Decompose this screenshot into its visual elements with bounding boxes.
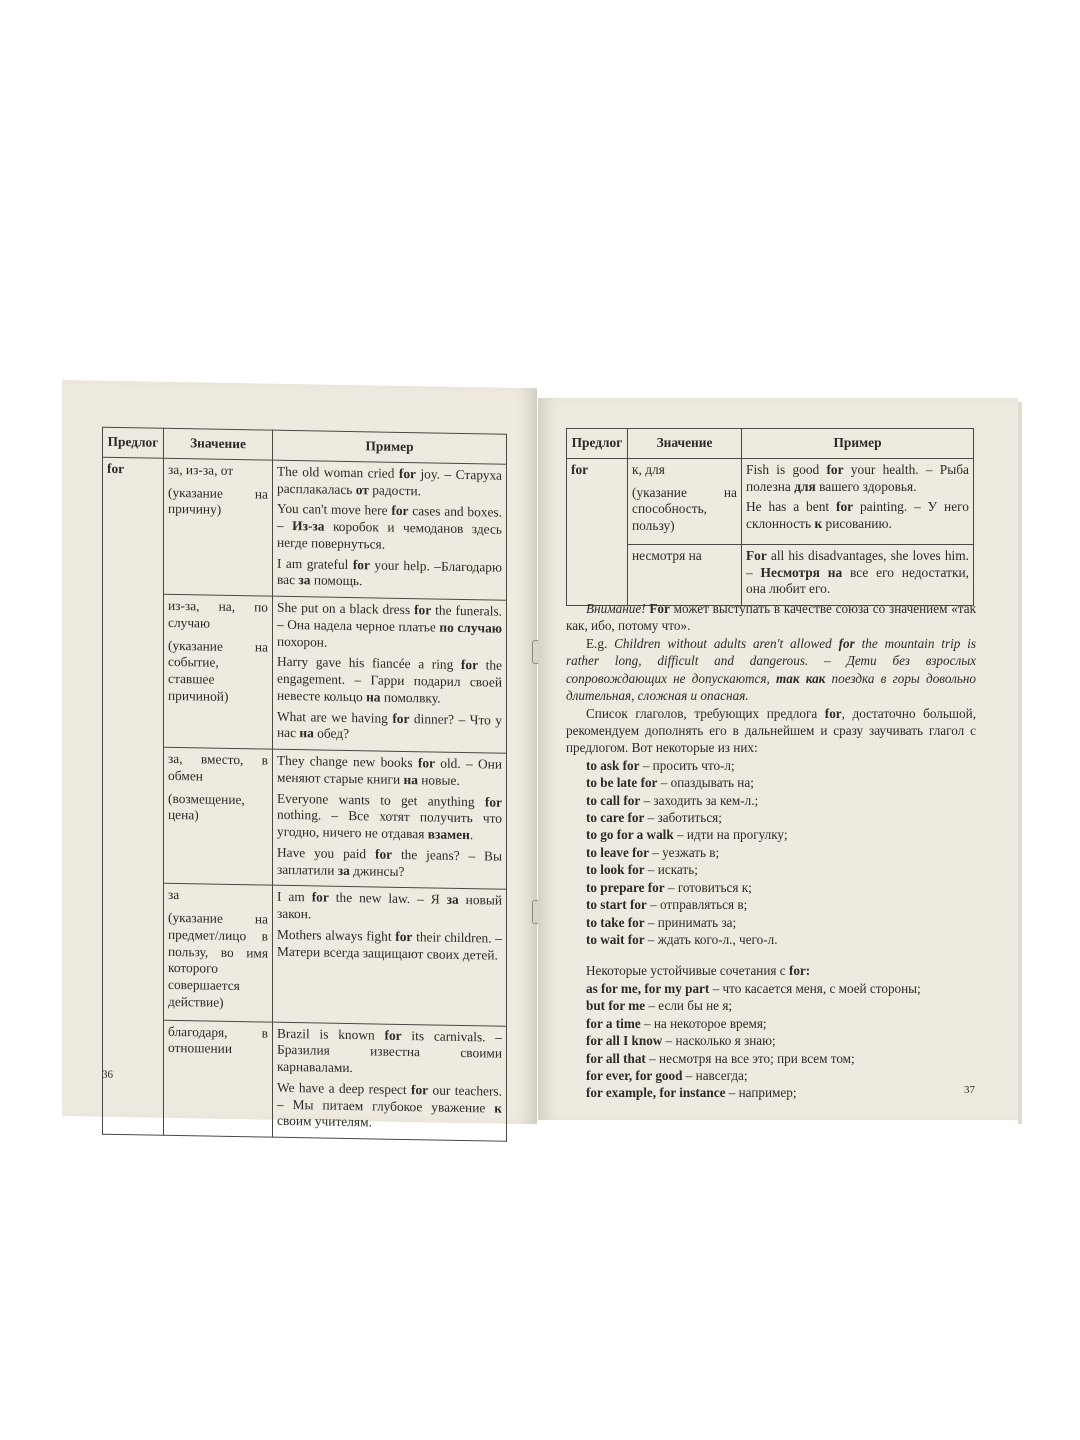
table-row xyxy=(103,457,507,600)
verb-item-ru: – заботиться; xyxy=(644,810,722,826)
text-run: вашего здоровья. xyxy=(815,478,917,494)
table-row xyxy=(103,593,507,753)
verb-item-en: to ask for xyxy=(586,757,640,773)
text-run: cases and boxes. – xyxy=(277,503,502,534)
verb-item-en: to wait for xyxy=(586,932,645,948)
text-run: взамен xyxy=(427,826,470,843)
page-number-right: 37 xyxy=(964,1084,975,1096)
example-cell xyxy=(273,460,507,600)
preposition-cell xyxy=(567,458,628,605)
right-page xyxy=(538,398,1018,1120)
verb-item-en: to look for xyxy=(586,862,645,878)
text-run: Список глаголов, требующих предлога xyxy=(586,705,825,721)
example-text xyxy=(277,1080,502,1134)
meaning-cell xyxy=(164,594,273,749)
text-run: обед? xyxy=(313,725,350,742)
text-run: Из-за xyxy=(292,518,325,534)
phrase-item-ru: – насколько я знаю; xyxy=(662,1033,776,1049)
text-run: на xyxy=(299,725,314,741)
example-text xyxy=(277,753,502,790)
meaning-cell xyxy=(164,1020,273,1137)
meaning-text: (указание на причину) xyxy=(168,484,268,518)
text-run: For xyxy=(746,547,767,563)
text-run: You can't move here xyxy=(277,501,392,518)
text-run: , достаточно большой, рекомендуем дополнять его в дальнейшем и сразу заучивать глагол с предлогом. Вот некоторые из них: xyxy=(566,705,976,756)
text-run: The old woman cried xyxy=(277,463,399,481)
text-run: Mothers always fight xyxy=(277,926,396,944)
verb-item-ru: – уезжать в; xyxy=(648,844,720,860)
text-run: painting. – У него склонность xyxy=(746,499,970,531)
phrase-item-en: as for me, for my part xyxy=(586,980,710,996)
text-run: за xyxy=(337,862,350,878)
meaning-text: за, из-за, от xyxy=(168,461,234,478)
verb-item xyxy=(586,809,976,826)
verb-item xyxy=(586,931,976,948)
phrase-item-ru: – навсегда; xyxy=(682,1067,748,1083)
verb-item xyxy=(586,757,976,774)
text-run: Внимание! xyxy=(586,601,650,616)
meaning-cell xyxy=(164,458,273,596)
example-text xyxy=(277,845,502,882)
text-run: for: xyxy=(788,963,811,979)
text-run: радости. xyxy=(368,481,422,498)
verb-item-en: to prepare for xyxy=(586,879,665,895)
header-meaning: Значение xyxy=(164,428,273,460)
meaning-text: (указание на предмет/лицо в пользу, во имя которого совершается действие) xyxy=(168,909,268,1010)
text-run: your help. –Благодарю вас xyxy=(277,556,503,588)
meaning-text: за, вместо, в обмен xyxy=(168,750,268,784)
text-run: for xyxy=(395,928,413,944)
example-text xyxy=(277,927,502,964)
text-run: своим учителям. xyxy=(277,1113,372,1130)
meaning-cell xyxy=(164,747,273,885)
verb-item-en: to be late for xyxy=(586,775,658,791)
text-run: I am grateful xyxy=(277,555,353,572)
verb-item xyxy=(586,914,976,931)
verb-item-en: to call for xyxy=(586,792,641,808)
phrase-item xyxy=(586,980,976,997)
page-number-left: 36 xyxy=(102,1068,113,1081)
text-run: for xyxy=(391,502,409,519)
phrases-intro-paragraph xyxy=(566,962,976,979)
phrase-item xyxy=(586,1050,976,1067)
table-header-row xyxy=(567,429,974,459)
text-run: He has a bent xyxy=(746,499,836,515)
phrase-item-ru: – например; xyxy=(725,1085,797,1101)
text-run: Fish is good xyxy=(746,461,827,477)
phrase-item-en: but for me xyxy=(586,998,646,1014)
left-table-body xyxy=(103,457,507,1141)
meaning-text: (указание на способность, пользу) xyxy=(632,484,737,533)
text-run: the funerals. – Она надела черное платье xyxy=(277,602,503,635)
text-run: может выступать в качестве союза со значением «так как, ибо, потому что». xyxy=(566,601,976,634)
meaning-text: благодаря, в отношении xyxy=(168,1023,268,1057)
list-intro-paragraph xyxy=(566,705,976,757)
verb-item-ru: – ждать кого-л., чего-л. xyxy=(644,932,778,948)
text-run: Некоторые устойчивые сочетания с xyxy=(586,963,789,979)
text-run: for xyxy=(392,710,410,726)
phrase-item-en: for a time xyxy=(586,1015,641,1031)
text-run: помолвку. xyxy=(380,689,441,706)
text-run: the jeans? – Вы заплатили xyxy=(277,846,502,878)
verb-item xyxy=(586,792,976,809)
text-run: новый закон. xyxy=(277,892,502,922)
example-text xyxy=(277,889,502,926)
text-run: Harry gave his fiancée a ring xyxy=(277,654,461,673)
text-run: your health. – Рыба полезна xyxy=(746,461,969,494)
phrase-list xyxy=(566,980,976,1102)
text-run: for xyxy=(311,889,329,905)
phrase-item-en: for example, for instance xyxy=(586,1085,726,1101)
text-run: for xyxy=(484,793,502,810)
left-page xyxy=(62,380,537,1130)
verb-item-en: to leave for xyxy=(586,844,649,860)
header-example: Пример xyxy=(273,430,507,464)
text-run: за xyxy=(446,891,459,908)
text-run: похорон. xyxy=(277,633,328,650)
example-cell xyxy=(742,544,974,605)
verb-item-ru: – принимать за; xyxy=(644,914,737,930)
verb-item-ru: – заходить за кем-л.; xyxy=(640,792,759,808)
right-preposition-table xyxy=(566,428,974,606)
meaning-text: из-за, на, по случаю xyxy=(168,597,268,631)
text-run: джинсы? xyxy=(349,862,405,879)
example-text xyxy=(746,499,969,533)
verb-item-ru: – отправляться в; xyxy=(646,897,748,913)
right-body-text xyxy=(566,600,976,1102)
text-run: What are we having xyxy=(277,708,393,726)
text-run: for xyxy=(384,1027,402,1043)
example-cell xyxy=(742,458,974,544)
text-run: E.g. xyxy=(586,635,615,651)
right-table-body xyxy=(567,458,974,605)
header-preposition: Предлог xyxy=(567,429,628,459)
text-run: I am xyxy=(277,889,312,905)
table-row xyxy=(567,458,974,544)
preposition-label: for xyxy=(107,460,125,476)
verb-item xyxy=(586,896,976,913)
example-cell xyxy=(273,749,507,889)
text-run: for xyxy=(411,1081,429,1098)
phrase-item-ru: – что касается меня, с моей стороны; xyxy=(709,980,921,996)
text-run: рисованию. xyxy=(822,516,892,531)
text-run: . xyxy=(469,827,474,843)
left-preposition-table xyxy=(102,427,507,1142)
meaning-text: несмотря на xyxy=(632,547,702,563)
verb-item-ru: – опаздывать на; xyxy=(657,775,754,791)
verb-item-ru: – готовиться к; xyxy=(664,879,752,895)
phrase-item xyxy=(586,1015,976,1032)
text-run: Children without adults aren't allowed xyxy=(614,635,839,651)
text-run: our teachers. – Мы питаем глубокое уважение xyxy=(277,1082,502,1116)
text-run: the new law. – Я xyxy=(328,889,447,907)
text-run: the mountain trip is rather long, difficult and dangerous. – Дети без взрослых сопровождающих не допускаются, xyxy=(566,635,977,686)
verb-item xyxy=(586,879,976,896)
verb-item-en: to take for xyxy=(586,914,645,930)
phrase-item-ru: – если бы не я; xyxy=(645,998,733,1014)
text-run: all his disadvantages, she loves him. – xyxy=(746,547,969,580)
phrase-item xyxy=(586,1067,976,1084)
verb-item xyxy=(586,861,976,878)
table-row xyxy=(103,882,507,1025)
text-run: Brazil is known xyxy=(277,1025,385,1043)
example-text xyxy=(277,1025,502,1079)
text-run: за xyxy=(298,572,311,588)
phrase-item xyxy=(586,997,976,1014)
text-run: For xyxy=(649,601,670,616)
example-text xyxy=(277,464,502,501)
example-paragraph xyxy=(566,635,976,705)
verb-item-en: to go for a walk xyxy=(586,827,674,843)
meaning-text: (указание на событие, ставшее причиной) xyxy=(168,637,268,704)
text-run: for xyxy=(352,556,370,572)
text-run: for xyxy=(836,499,854,515)
example-cell xyxy=(273,1022,507,1142)
text-run: for xyxy=(460,657,479,673)
meaning-text: за xyxy=(168,887,180,903)
phrase-item xyxy=(586,1032,976,1049)
text-run: поездка в горы довольно длительная, сложная и опасная. xyxy=(566,670,976,704)
text-run: She put on a black dress xyxy=(277,599,415,618)
text-run: They change new books xyxy=(277,752,418,771)
preposition-label: for xyxy=(571,461,589,477)
text-run: joy. – Старуха расплакалась xyxy=(277,465,502,497)
verb-item xyxy=(586,844,976,861)
meaning-cell xyxy=(628,544,742,605)
text-run: for xyxy=(374,846,393,862)
verb-item xyxy=(586,774,976,791)
text-run: на xyxy=(403,771,418,787)
text-run: Everyone wants to get anything xyxy=(277,790,485,809)
header-meaning: Значение xyxy=(628,429,742,459)
text-run: для xyxy=(794,478,816,494)
example-text xyxy=(277,708,502,745)
meaning-text: (возмещение, цена) xyxy=(168,790,245,823)
example-text xyxy=(277,790,502,844)
phrase-item-en: for all I know xyxy=(586,1033,663,1049)
text-run: for xyxy=(826,461,844,477)
example-text xyxy=(746,462,969,496)
example-text xyxy=(277,555,502,592)
phrase-item-en: for all that xyxy=(586,1050,646,1066)
meaning-text: к, для xyxy=(632,461,665,477)
text-run: dinner? – Что у нас xyxy=(277,710,502,741)
text-run: коробок и чемоданов здесь негде повернуться. xyxy=(277,518,502,552)
text-run: old. – Они меняют старые книги xyxy=(277,755,502,787)
text-run: новые. xyxy=(417,771,460,788)
example-text xyxy=(746,548,969,598)
verb-item-ru: – идти на прогулку; xyxy=(673,827,788,843)
table-row xyxy=(103,746,507,889)
text-run: Have you paid xyxy=(277,844,375,862)
text-run: for xyxy=(417,755,435,771)
text-run: for xyxy=(414,602,432,618)
example-text xyxy=(277,654,502,708)
phrase-item-en: for ever, for good xyxy=(586,1067,683,1083)
example-cell xyxy=(273,596,507,753)
text-run: for xyxy=(824,705,842,721)
text-run: к xyxy=(814,516,823,531)
text-run: the engagement. – Гарри подарил своей невесте кольцо xyxy=(277,657,502,705)
verb-item-ru: – просить что-л; xyxy=(639,757,735,773)
header-preposition: Предлог xyxy=(103,427,164,458)
open-book xyxy=(62,380,1018,1130)
example-text xyxy=(277,600,502,654)
meaning-cell xyxy=(628,458,742,544)
table-row xyxy=(567,544,974,605)
phrase-item-ru: – на некоторое время; xyxy=(640,1015,767,1031)
text-run: все его недостатки, она любит его. xyxy=(746,564,969,597)
meaning-cell xyxy=(164,884,273,1022)
verb-item xyxy=(586,826,976,843)
preposition-cell xyxy=(103,457,164,1135)
text-run: к xyxy=(494,1100,502,1116)
text-run: по случаю xyxy=(439,619,502,636)
text-run: Несмотря на xyxy=(760,564,843,580)
verb-item-en: to care for xyxy=(586,810,645,826)
text-run: for xyxy=(398,465,416,481)
text-run: так как xyxy=(776,670,826,686)
note-paragraph xyxy=(566,600,976,635)
phrase-item xyxy=(586,1084,976,1101)
verb-item-en: to start for xyxy=(586,897,647,913)
header-example: Пример xyxy=(742,429,974,459)
text-run: nothing. – Все хотят получить что угодно, ничего не отдавая xyxy=(277,807,502,842)
text-run: their children. – Матери всегда защищают своих детей. xyxy=(277,928,502,963)
verb-item-ru: – искать; xyxy=(644,862,698,878)
example-cell xyxy=(273,885,507,1025)
phrase-item-ru: – несмотря на все это; при всем том; xyxy=(645,1050,855,1066)
text-run: for xyxy=(838,635,855,651)
table-row xyxy=(103,1019,507,1142)
text-run: от xyxy=(355,481,369,497)
example-text xyxy=(277,501,502,555)
text-run: its carnivals. – Бразилия известна своими карнавалами. xyxy=(277,1027,502,1076)
text-run: на xyxy=(366,689,381,705)
verb-list xyxy=(566,757,976,949)
text-run: помощь. xyxy=(310,572,363,589)
text-run: We have a deep respect xyxy=(277,1079,411,1097)
